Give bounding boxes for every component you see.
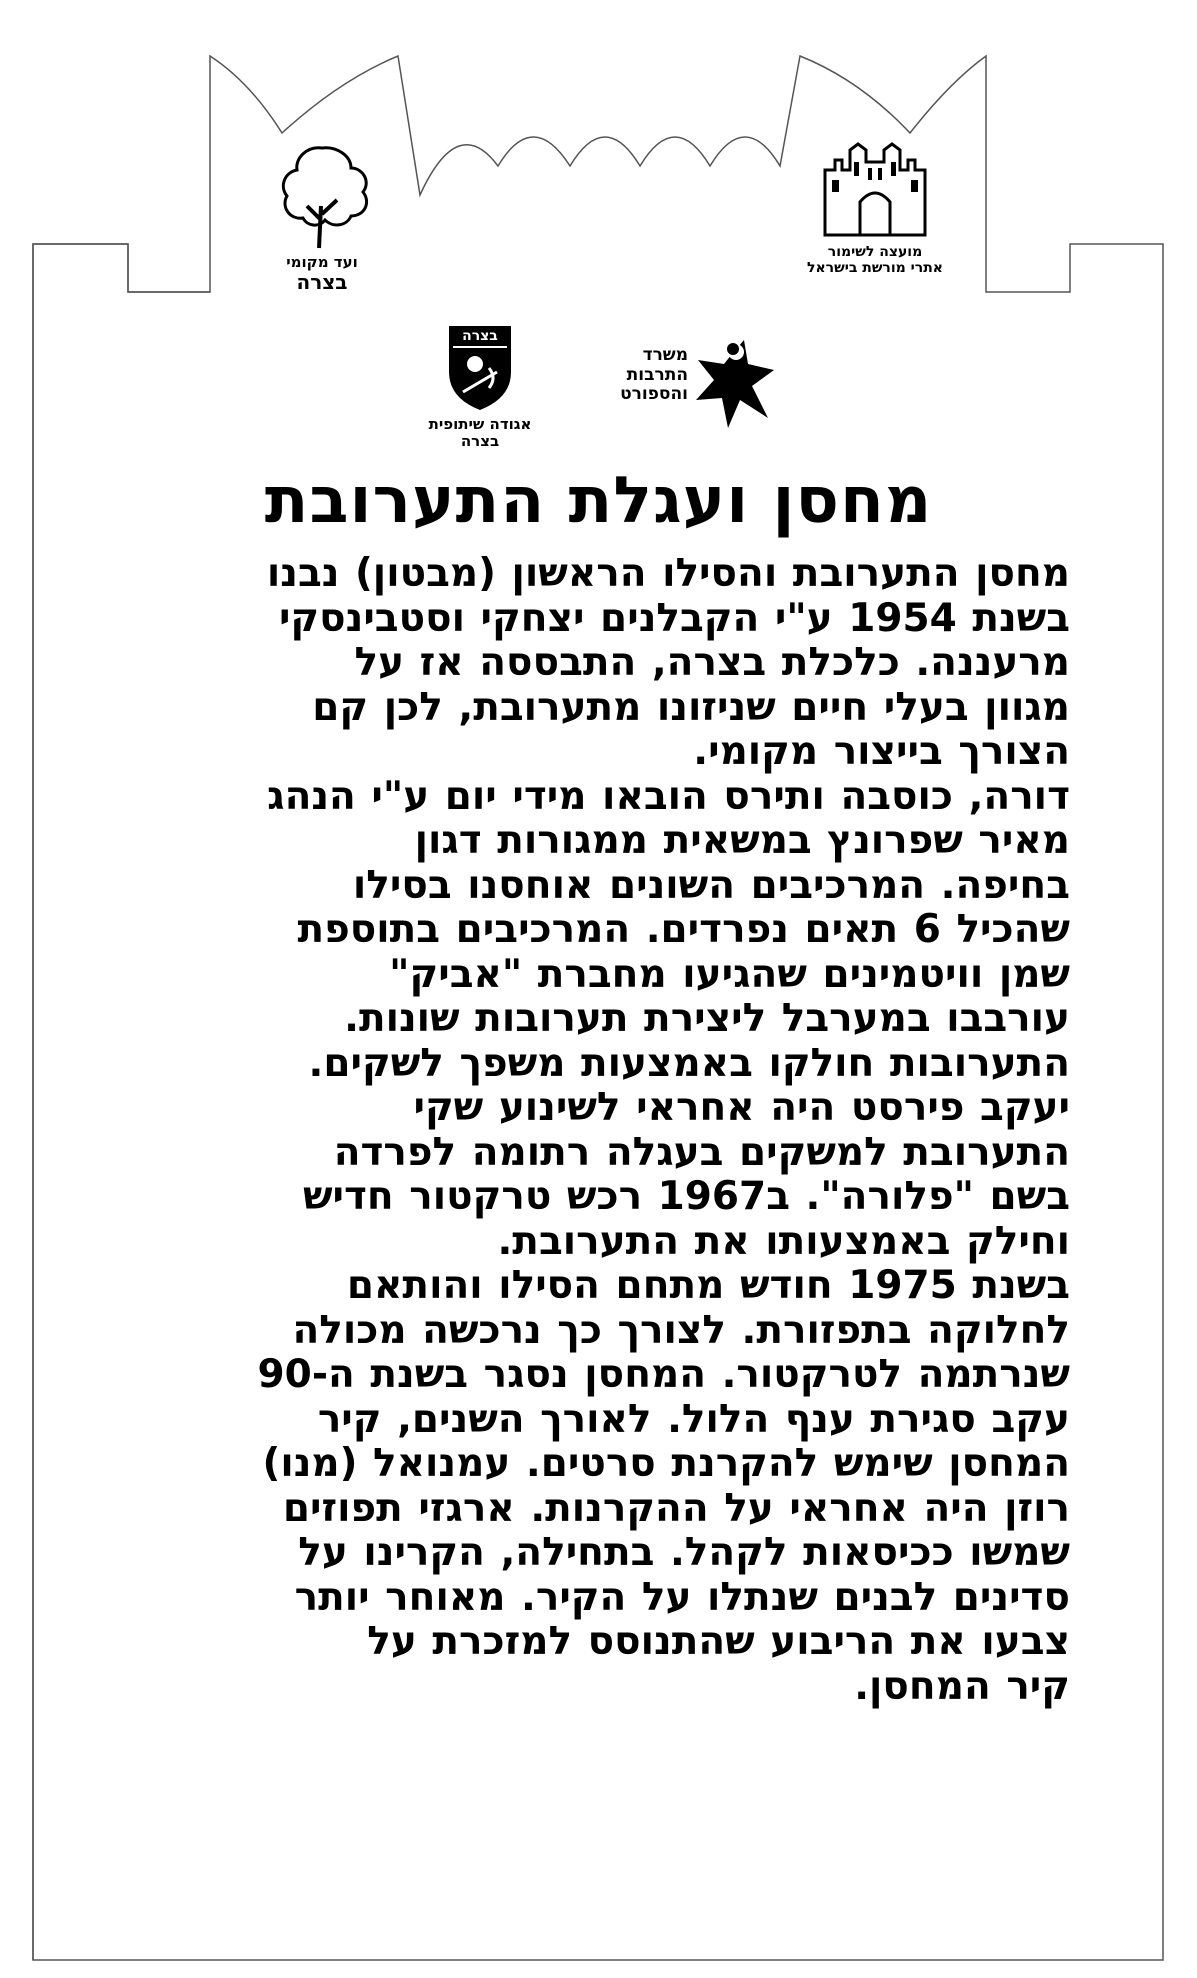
castle-icon	[820, 140, 930, 240]
body-line: עורבבו במערבל ליצירת תערובות שונות.	[344, 996, 1070, 1041]
heritage-council-line2: אתרי מורשת בישראל	[807, 260, 943, 277]
local-committee-line2: בצרה	[296, 270, 348, 295]
body-text	[130, 552, 1070, 1709]
cooperative-line1: אגודה שיתופית	[428, 415, 532, 433]
body-line: בשנת 1975 חודש מתחם הסילו והותאם	[346, 1263, 1070, 1308]
body-line: מחסן התערובת והסילו הראשון (מבטון) נבנו	[266, 551, 1070, 596]
body-line: בחיפה. המרכיבים השונים אוחסנו בסילו	[352, 862, 1070, 908]
body-line: שמן וויטמינים שהגיעו מחברת "אביק"	[389, 951, 1070, 997]
cooperative-line2: בצרה	[460, 432, 500, 451]
ministry-line2: התרבות	[626, 364, 688, 385]
body-line: שנרתמה לטרקטור. המחסן נסגר בשנת ה-90	[257, 1352, 1070, 1397]
body-line: התערובות חולקו באמצעות משפך לשקים.	[308, 1040, 1070, 1086]
local-committee-logo	[262, 140, 382, 294]
body-line: הצורך בייצור מקומי.	[693, 729, 1070, 774]
body-line: בשנת 1954 ע"י הקבלנים יצחקי וסטבינסקי	[278, 595, 1070, 641]
body-line: סדינים לבנים שנתלו על הקיר. מאוחר יותר	[294, 1574, 1070, 1620]
body-line: מרעננה. כלכלת בצרה, התבססה אז על	[354, 640, 1070, 685]
body-line: יעקב פירסט היה אחראי לשינוע שקי	[413, 1085, 1070, 1130]
tree-icon	[267, 140, 377, 250]
body-line: שמשו ככיסאות לקהל. בתחילה, הקרינו על	[298, 1530, 1070, 1575]
ministry-logo	[600, 338, 780, 438]
body-line: וחילק באמצעותו את התערובת.	[497, 1218, 1070, 1264]
cooperative-logo	[420, 322, 540, 451]
body-line: שהכיל 6 תאים נפרדים. המרכיבים בתוספת	[297, 907, 1070, 952]
body-line: רוזן היה אחראי על ההקרנות. ארגזי תפוזים	[282, 1485, 1070, 1531]
body-line: מגוון בעלי חיים שניזונו מתערובת, לכן קם	[312, 684, 1070, 730]
body-line: עקב סגירת ענף הלול. לאורך השנים, קיר	[317, 1396, 1070, 1442]
ministry-line3: והספורט	[620, 384, 688, 405]
heritage-council-logo	[795, 140, 955, 276]
local-committee-line1: ועד מקומי	[286, 253, 358, 271]
body-line: בשם "פלורה". ב1967 רכש טרקטור חדיש	[302, 1174, 1070, 1219]
body-line: צבעו את הריבוע שהתנוסס למזכרת על	[367, 1619, 1070, 1664]
star-icon	[692, 338, 778, 430]
body-line: המחסן שימש להקרנת סרטים. עמנואל (מנו)	[262, 1441, 1070, 1486]
body-line: מאיר שפרונץ במשאית ממגורות דגון	[414, 818, 1070, 863]
body-line: קיר המחסן.	[854, 1663, 1070, 1709]
page-title: מחסן ועגלת התערובת	[264, 464, 933, 538]
heritage-council-line1: מועצה לשימור	[827, 244, 923, 260]
body-line: התערובת למשקים בעגלה רתומה לפרדה	[333, 1129, 1070, 1175]
body-line: דורה, כוסבה ותירס הובאו מידי יום ע"י הנהג	[267, 773, 1070, 819]
body-line: לחלוקה בתפזורת. לצורך כך נרכשה מכולה	[292, 1307, 1070, 1353]
ministry-line1: משרד	[642, 345, 688, 365]
shield-text: בצרה	[462, 328, 498, 344]
